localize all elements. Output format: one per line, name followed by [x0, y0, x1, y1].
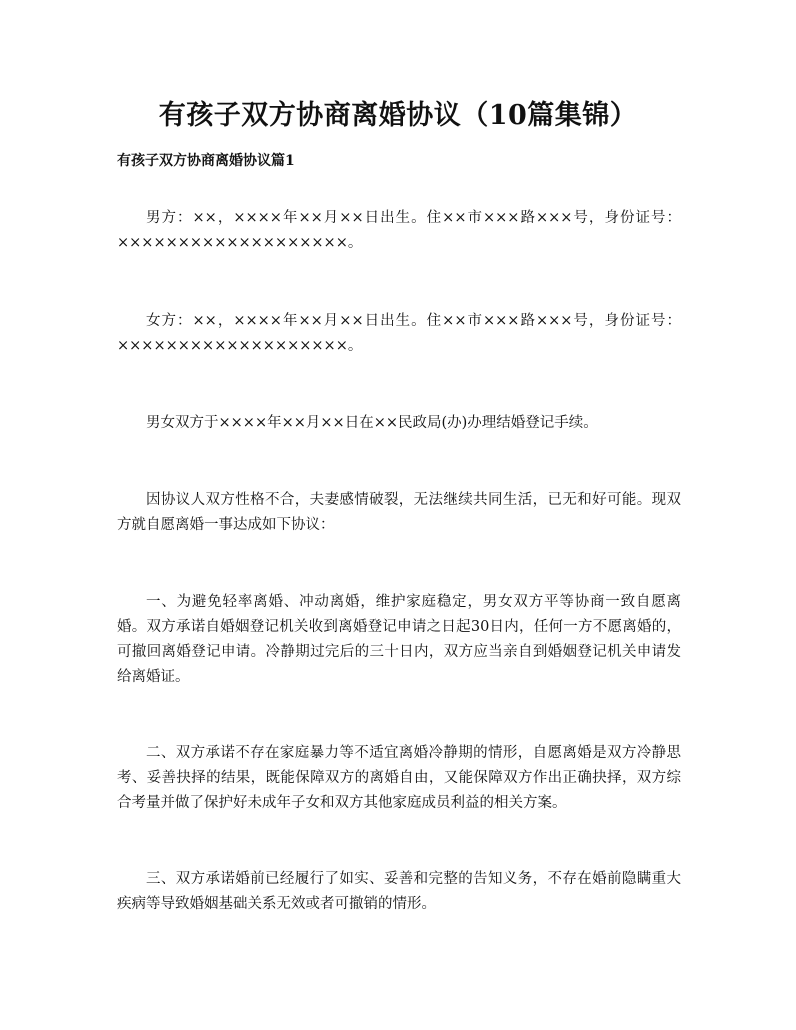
section-heading: 有孩子双方协商离婚协议篇1	[117, 153, 295, 169]
paragraph-clause-3: 三、双方承诺婚前已经履行了如实、妥善和完整的告知义务，不存在婚前隐瞒重大疾病等导致婚姻基础关系无效或者可撤销的情形。	[117, 871, 681, 912]
paragraph-female-party: 女方：××，××××年××月××日出生。住××市×××路×××号，身份证号：×××××××××××××××××××。	[117, 313, 681, 354]
paragraph-clause-1: 一、为避免轻率离婚、冲动离婚，维护家庭稳定，男女双方平等协商一致自愿离婚。双方承诺自婚姻登记机关收到离婚登记申请之日起30日内，任何一方不愿离婚的，可撤回离婚登记申请。冷静期过完后的三十日内，双方应当亲自到婚姻登记机关申请发给离婚证。	[117, 594, 681, 685]
paragraph-marriage-registration: 男女双方于××××年××月××日在××民政局(办)办理结婚登记手续。	[146, 415, 598, 431]
document-title: 有孩子双方协商离婚协议（10篇集锦）	[158, 100, 638, 131]
paragraph-clause-2: 二、双方承诺不存在家庭暴力等不适宜离婚冷静期的情形，自愿离婚是双方冷静思考、妥善抉择的结果，既能保障双方的离婚自由，又能保障双方作出正确抉择，双方综合考量并做了保护好未成年子女和双方其他家庭成员利益的相关方案。	[117, 745, 681, 811]
paragraph-divorce-reason: 因协议人双方性格不合，夫妻感情破裂，无法继续共同生活，已无和好可能。现双方就自愿离婚一事达成如下协议：	[117, 492, 681, 533]
paragraph-male-party: 男方：××，××××年××月××日出生。住××市×××路×××号，身份证号：×××××××××××××××××××。	[117, 210, 681, 251]
